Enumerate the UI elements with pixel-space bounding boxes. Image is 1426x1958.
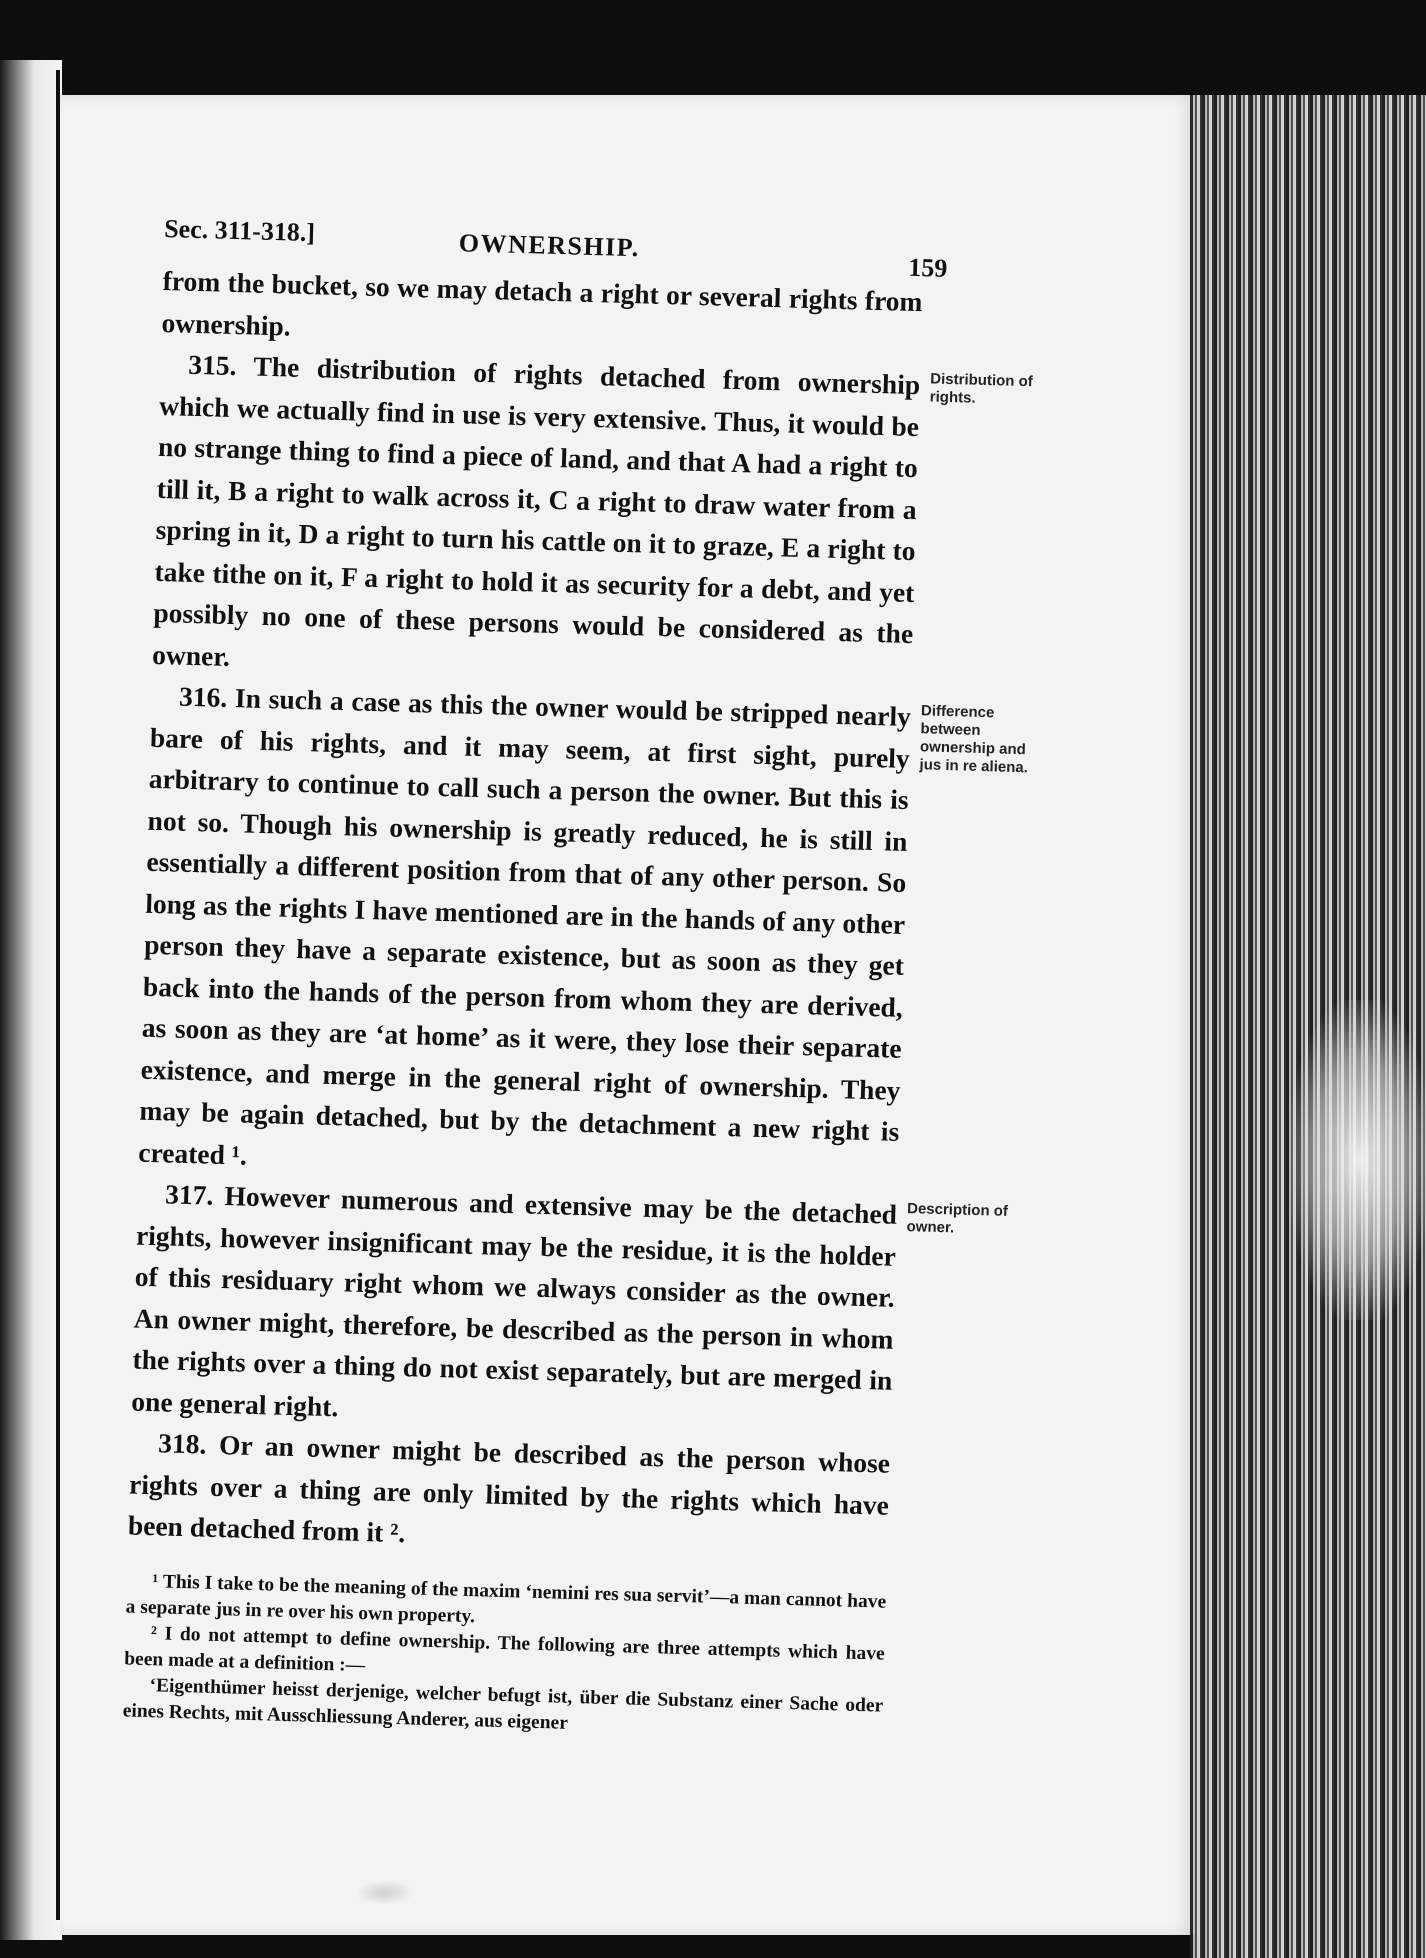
paragraph-body (127, 1422, 890, 1568)
paragraph-text: from the bucket, so we may detach a right or several rights from ownership. (161, 264, 923, 342)
page-number: 159 (908, 252, 948, 283)
footnote-1: ¹ This I take to be the meaning of the maxim ‘nemini res sua servit’—a man cannot have a separate jus in re over his own property. (125, 1570, 887, 1627)
margin-note: Description of owner. (906, 1200, 1009, 1237)
paragraph-316 (137, 675, 1029, 1194)
paragraph-315 (151, 343, 1033, 696)
paragraph-number: 317. (164, 1178, 214, 1211)
paper-scrap (355, 1880, 415, 1905)
paragraph-318 (127, 1422, 890, 1568)
margin-note: Difference between ownership and jus in re aliena. (919, 702, 1029, 777)
section-reference: Sec. 311-318.] (163, 213, 316, 248)
previous-page-edge (0, 60, 62, 1940)
paragraph-body (138, 675, 912, 1194)
page-content (122, 200, 1033, 1745)
paragraph-body (152, 343, 921, 696)
paragraph-text: In such a case as this the owner would be stripped nearly bare of his rights, and it may seem, at first sight, purely arbitrary to continue to call such a person the owner. But this is not so. Though his ownership is greatly reduced, he is still in essentially a different position from that of any other person. So long as the rights I have mentioned are in the hands of any other person they have a separate existence, but as soon as they get back into the hands of the person from whom they are derived, as soon as they are ‘at home’ as it were, they lose their separate existence, and merge in the general right of ownership. They may be again detached, but by the detachment a new right is created ¹. (137, 682, 912, 1171)
paper-stain (1290, 1000, 1426, 1320)
paragraph-text: Or an owner might be described as the person whose rights over a thing are only limited by the rights which have been detached from it ². (127, 1429, 891, 1549)
chapter-title: OWNERSHIP. (458, 228, 641, 263)
paragraph-body (131, 1173, 898, 1443)
paragraph-text: However numerous and extensive may be the detached rights, however insignificant may be the residue, it is the holder of this residuary right whom we always consider as the owner. An owner might, therefore, be described as the person in whom the rights over a thing do not exist separately, but are merged in one general right. (131, 1180, 898, 1422)
paragraph-number: 315. (187, 348, 237, 382)
footnote-2-quote: ‘Eigenthümer heisst derjenige, welcher befugt ist, über die Substanz einer Sache oder eines Rechts, mit Ausschliessung Anderer, aus eigener (122, 1674, 884, 1734)
footnote-2: ² I do not attempt to define ownership. The following are three attempts which have been made at a definition :— (123, 1622, 885, 1676)
paragraph-number: 318. (157, 1427, 207, 1460)
footnotes (122, 1568, 886, 1745)
paragraph-number: 316. (178, 680, 228, 713)
paragraph-text: The distribution of rights detached from ownership which we actually find in use is very extensive. Thus, it would be no strange thing to find a piece of land, and that A had a right to till it, B a right to walk across it, C a right to draw water from a spring in it, D a right to turn his cattle on it to graze, E a right to take tithe on it, F a right to hold it as security for a debt, and yet possibly no one of these persons would be considered as the owner. (151, 350, 921, 672)
margin-note: Distribution of rights. (929, 370, 1033, 407)
paragraph-317 (131, 1173, 1009, 1443)
